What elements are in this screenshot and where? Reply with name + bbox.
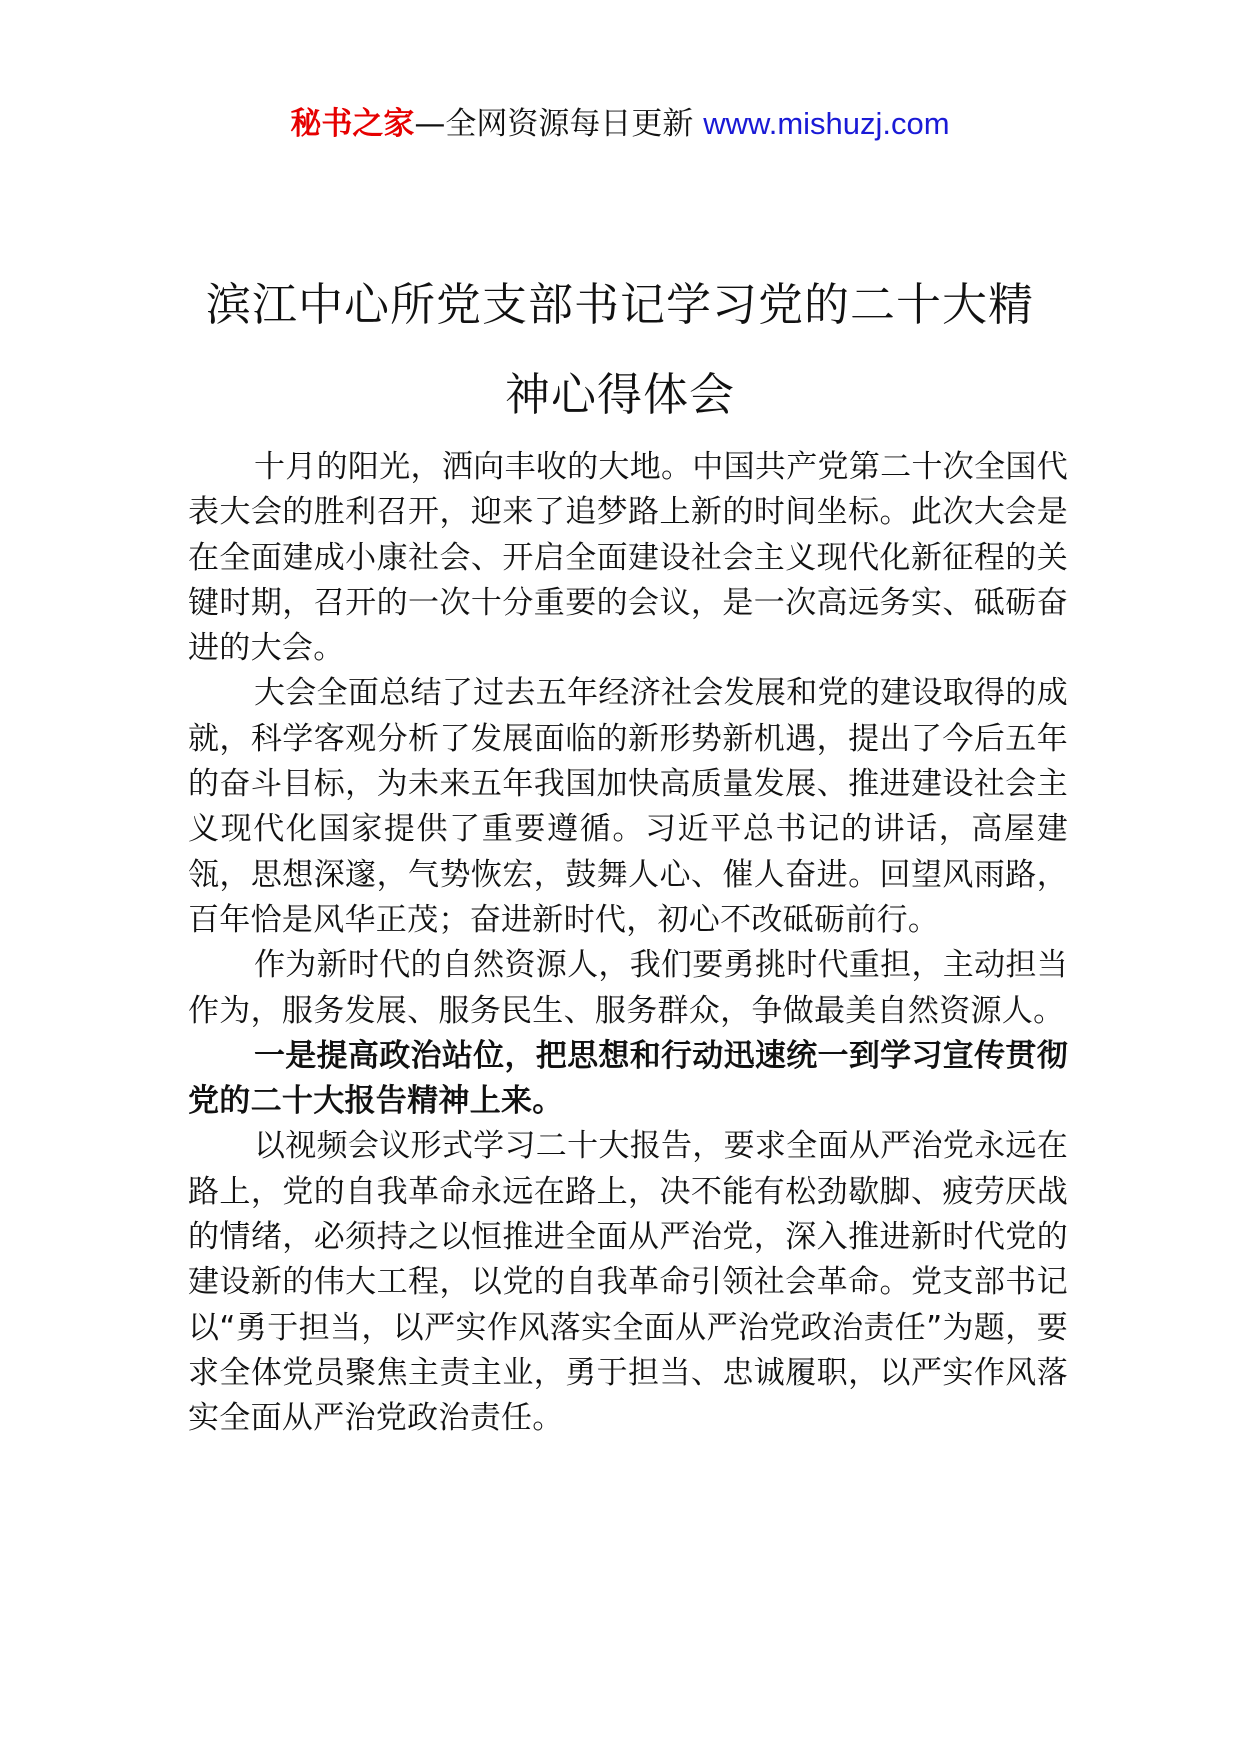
section-heading-1: 一是提高政治站位，把思想和行动迅速统一到学习宣传贯彻党的二十大报告精神上来。 xyxy=(188,1037,1068,1120)
title-line-1: 滨江中心所党支部书记学习党的二十大精 xyxy=(205,278,1034,332)
document-title xyxy=(150,260,1090,440)
paragraph-2: 大会全面总结了过去五年经济社会发展和党的建设取得的成就，科学客观分析了发展面临的新形势新机遇，提出了今后五年的奋斗目标，为未来五年我国加快高质量发展、推进建设社会主义现代化国家提供了重要遵循。习近平总书记的讲话，高屋建瓴，思想深邃，气势恢宏，鼓舞人心、催人奋进。回望风雨路，百年恰是风华正茂；奋进新时代，初心不改砥砺前行。 xyxy=(188,675,1068,938)
brand-name: 秘书之家 xyxy=(290,106,415,142)
paragraph-1: 十月的阳光，洒向丰收的大地。中国共产党第二十次全国代表大会的胜利召开，迎来了追梦路上新的时间坐标。此次大会是在全面建成小康社会、开启全面建设社会主义现代化新征程的关键时期，召开的一次十分重要的会议，是一次高远务实、砥砺奋进的大会。 xyxy=(188,449,1068,667)
site-header xyxy=(0,104,1240,144)
title-line-2: 神心得体会 xyxy=(504,368,735,422)
paragraph-3: 作为新时代的自然资源人，我们要勇挑时代重担，主动担当作为，服务发展、服务民生、服务群众，争做最美自然资源人。 xyxy=(188,947,1068,1029)
document-body xyxy=(188,445,1068,1442)
site-url-link[interactable]: www.mishuzj.com xyxy=(703,106,950,141)
paragraph-4: 以视频会议形式学习二十大报告，要求全面从严治党永远在路上，党的自我革命永远在路上，决不能有松劲歇脚、疲劳厌战的情绪，必须持之以恒推进全面从严治党，深入推进新时代党的建设新的伟大工程，以党的自我革命引领社会革命。党支部书记以“勇于担当，以严实作风落实全面从严治党政治责任”为题，要求全体党员聚焦主责主业，勇于担当、忠诚履职，以严实作风落实全面从严治党政治责任。 xyxy=(188,1128,1068,1437)
header-slogan: —全网资源每日更新 xyxy=(414,106,704,142)
